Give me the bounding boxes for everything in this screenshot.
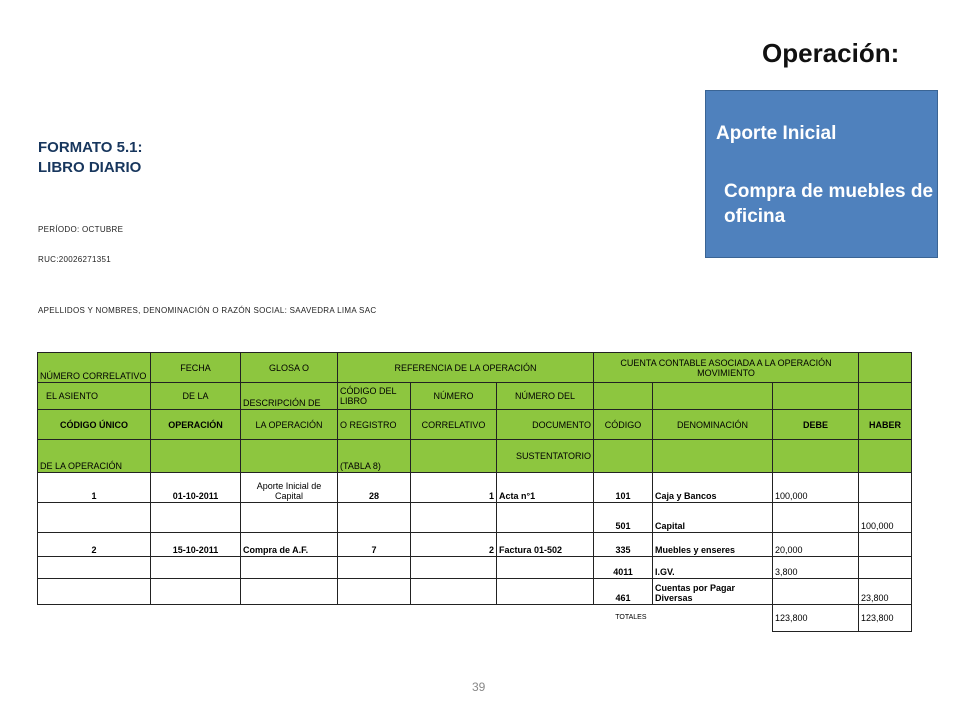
cell-codigo: 335 bbox=[594, 533, 653, 557]
col-fecha: FECHA bbox=[151, 353, 241, 383]
cell-libro bbox=[338, 557, 411, 579]
header-empty-cell bbox=[151, 440, 241, 473]
col-de-la-operacion: DE LA OPERACIÓN bbox=[38, 440, 151, 473]
cell-fecha bbox=[151, 557, 241, 579]
cell-libro: 7 bbox=[338, 533, 411, 557]
cell-fecha bbox=[151, 503, 241, 533]
cell-debe: 3,800 bbox=[773, 557, 859, 579]
cell-debe: 20,000 bbox=[773, 533, 859, 557]
col-operacion: OPERACIÓN bbox=[151, 410, 241, 440]
totals-row bbox=[38, 605, 912, 632]
col-tabla8: (TABLA 8) bbox=[338, 440, 411, 473]
operation-line-aporte: Aporte Inicial bbox=[716, 123, 837, 144]
cell-glosa bbox=[241, 503, 338, 533]
cell-codigo: 461 bbox=[594, 579, 653, 605]
cell-debe bbox=[773, 579, 859, 605]
table-row bbox=[38, 579, 912, 605]
cell-num: 2 bbox=[38, 533, 151, 557]
razon-social-label: APELLIDOS Y NOMBRES, DENOMINACIÓN O RAZÓN SOCIAL: SAAVEDRA LIMA SAC bbox=[38, 306, 377, 315]
header-empty-cell bbox=[594, 383, 653, 410]
header-empty-cell bbox=[773, 440, 859, 473]
col-glosa-o: GLOSA O bbox=[241, 353, 338, 383]
totals-haber: 123,800 bbox=[859, 605, 912, 632]
libro-diario-table bbox=[37, 352, 912, 632]
col-o-registro: O REGISTRO bbox=[338, 410, 411, 440]
libro-label: LIBRO DIARIO bbox=[38, 159, 142, 176]
col-codigo-del-libro: CÓDIGO DEL LIBRO bbox=[338, 383, 411, 410]
col-codigo: CÓDIGO bbox=[594, 410, 653, 440]
col-denominacion: DENOMINACIÓN bbox=[653, 410, 773, 440]
periodo-label: PERÍODO: OCTUBRE bbox=[38, 225, 124, 234]
format-heading bbox=[38, 138, 142, 178]
cell-fecha bbox=[151, 579, 241, 605]
cell-codigo: 4011 bbox=[594, 557, 653, 579]
cell-codigo: 501 bbox=[594, 503, 653, 533]
totals-debe: 123,800 bbox=[773, 605, 859, 632]
totals-label: TOTALES bbox=[615, 614, 647, 622]
header-empty-cell bbox=[411, 440, 497, 473]
totals-empty-cell bbox=[653, 605, 773, 632]
cell-debe: 100,000 bbox=[773, 473, 859, 503]
table-row bbox=[38, 533, 912, 557]
cell-denominacion: Caja y Bancos bbox=[653, 473, 773, 503]
cell-correlativo: 1 bbox=[411, 473, 497, 503]
cell-glosa: Compra de A.F. bbox=[241, 533, 338, 557]
cell-num bbox=[38, 557, 151, 579]
cell-codigo: 101 bbox=[594, 473, 653, 503]
header-empty-cell bbox=[773, 383, 859, 410]
col-codigo-unico: CÓDIGO ÚNICO bbox=[38, 410, 151, 440]
table-row bbox=[38, 473, 912, 503]
cell-num bbox=[38, 503, 151, 533]
cell-denominacion: Cuentas por Pagar Diversas bbox=[653, 579, 773, 605]
cell-glosa bbox=[241, 579, 338, 605]
header-empty-cell bbox=[653, 383, 773, 410]
header-empty-cell bbox=[859, 353, 912, 383]
cell-documento: Factura 01-502 bbox=[497, 533, 594, 557]
cell-num: 1 bbox=[38, 473, 151, 503]
header-empty-cell bbox=[859, 383, 912, 410]
cell-correlativo bbox=[411, 557, 497, 579]
col-descripcion-de: DESCRIPCIÓN DE bbox=[241, 383, 338, 410]
cell-libro bbox=[338, 503, 411, 533]
header-empty-cell bbox=[594, 440, 653, 473]
cell-haber bbox=[859, 557, 912, 579]
cell-denominacion: Muebles y enseres bbox=[653, 533, 773, 557]
cell-glosa bbox=[241, 557, 338, 579]
header-empty-cell bbox=[653, 440, 773, 473]
cell-haber: 100,000 bbox=[859, 503, 912, 533]
table-row bbox=[38, 503, 912, 533]
cell-documento bbox=[497, 557, 594, 579]
col-documento: DOCUMENTO bbox=[497, 410, 594, 440]
header-row bbox=[38, 353, 912, 383]
cell-fecha: 15-10-2011 bbox=[151, 533, 241, 557]
page-number: 39 bbox=[472, 680, 486, 694]
cell-correlativo bbox=[411, 579, 497, 605]
col-de-la: DE LA bbox=[151, 383, 241, 410]
cell-correlativo bbox=[411, 503, 497, 533]
col-cuenta-contable bbox=[594, 353, 859, 383]
header-empty-cell bbox=[241, 440, 338, 473]
cell-fecha: 01-10-2011 bbox=[151, 473, 241, 503]
col-la-operacion: LA OPERACIÓN bbox=[241, 410, 338, 440]
cell-debe bbox=[773, 503, 859, 533]
header-row bbox=[38, 440, 912, 473]
formato-label: FORMATO 5.1: bbox=[38, 139, 143, 156]
cell-denominacion: I.GV. bbox=[653, 557, 773, 579]
header-row bbox=[38, 383, 912, 410]
cell-haber bbox=[859, 473, 912, 503]
cell-libro bbox=[338, 579, 411, 605]
cell-documento bbox=[497, 579, 594, 605]
cell-num bbox=[38, 579, 151, 605]
cell-denominacion: Capital bbox=[653, 503, 773, 533]
movimiento-label: MOVIMIENTO bbox=[697, 367, 755, 378]
ruc-label: RUC:20026271351 bbox=[38, 255, 111, 264]
cell-glosa: Aporte Inicial de Capital bbox=[241, 473, 338, 503]
cell-haber: 23,800 bbox=[859, 579, 912, 605]
col-debe: DEBE bbox=[773, 410, 859, 440]
col-referencia: REFERENCIA DE LA OPERACIÓN bbox=[338, 353, 594, 383]
cell-documento bbox=[497, 503, 594, 533]
operation-box bbox=[705, 90, 938, 258]
cell-correlativo: 2 bbox=[411, 533, 497, 557]
page-title: Operación: bbox=[762, 38, 900, 68]
col-haber: HABER bbox=[859, 410, 912, 440]
cell-haber bbox=[859, 533, 912, 557]
col-el-asiento: EL ASIENTO bbox=[38, 383, 151, 410]
col-numero: NÚMERO bbox=[411, 383, 497, 410]
cell-documento: Acta n°1 bbox=[497, 473, 594, 503]
table-row bbox=[38, 557, 912, 579]
col-correlativo: CORRELATIVO bbox=[411, 410, 497, 440]
header-empty-cell bbox=[859, 440, 912, 473]
col-numero-del: NÚMERO DEL bbox=[497, 383, 594, 410]
col-sustentatorio: SUSTENTATORIO bbox=[497, 440, 594, 473]
col-numero-correlativo: NÚMERO CORRELATIVO bbox=[38, 353, 151, 383]
operation-line-compra: Compra de muebles de oficina bbox=[724, 181, 934, 227]
header-row bbox=[38, 410, 912, 440]
cell-libro: 28 bbox=[338, 473, 411, 503]
cuenta-contable-label: CUENTA CONTABLE ASOCIADA A LA OPERACIÓN bbox=[620, 357, 832, 368]
